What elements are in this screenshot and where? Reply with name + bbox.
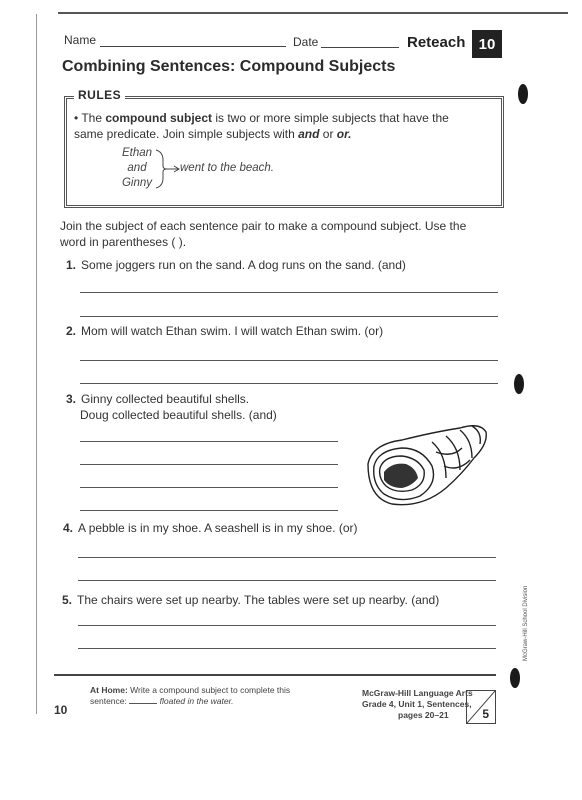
name-field[interactable] [100, 46, 286, 47]
rule-or-connector: or [319, 127, 337, 141]
binder-hole [510, 668, 520, 688]
answer-line[interactable] [78, 625, 496, 626]
example-subject-1: Ethan [121, 147, 153, 159]
question-number: 5. [62, 593, 73, 607]
side-copyright: McGraw-Hill School Division [523, 585, 529, 661]
answer-line[interactable] [80, 510, 338, 511]
binder-hole [514, 374, 524, 394]
at-home-sentence-end: floated in the water. [159, 696, 234, 706]
question-number: 4. [63, 521, 74, 535]
answer-line[interactable] [80, 383, 498, 384]
rule-text [74, 110, 474, 142]
seashell-icon [362, 418, 490, 510]
example-connector: and [127, 162, 147, 174]
question-5 [62, 592, 439, 608]
page-number-left: 10 [54, 703, 68, 717]
answer-line[interactable] [80, 441, 338, 442]
diagonal-icon [467, 691, 495, 723]
rule-bullet: • [74, 111, 79, 125]
brace-arrow-icon [154, 148, 182, 190]
answer-line[interactable] [80, 487, 338, 488]
rule-or-word: or. [336, 127, 352, 141]
question-text: The chairs were set up nearby. The tables were set up nearby. (and) [77, 593, 440, 607]
publisher-line-1: McGraw-Hill Language Arts [362, 688, 473, 698]
question-text: Some joggers run on the sand. A dog runs on the sand. (and) [81, 258, 406, 272]
top-border [58, 12, 568, 14]
instructions: Join the subject of each sentence pair to make a compound subject. Use the word in parentheses ( ). [60, 219, 467, 249]
question-number: 3. [66, 392, 77, 406]
footer-divider [54, 674, 496, 676]
question-4 [63, 520, 357, 536]
page-number-right: 5 [482, 707, 489, 721]
question-1 [66, 257, 406, 273]
publisher-line-3: pages 20–21 [398, 710, 449, 720]
publisher-line-2: Grade 4, Unit 1, Sentences, [362, 699, 472, 709]
at-home-text: Write a compound subject to complete this [130, 685, 291, 695]
answer-line[interactable] [78, 580, 496, 581]
question-3 [66, 391, 249, 407]
example-predicate: went to the beach. [180, 162, 274, 174]
question-text-line-1: Ginny collected beautiful shells. [81, 392, 250, 406]
at-home-label: At Home: [90, 685, 128, 695]
rule-bold-term: compound subject [105, 111, 213, 125]
date-field[interactable] [321, 47, 399, 48]
reteach-number-badge: 10 [472, 30, 502, 58]
answer-line[interactable] [78, 557, 496, 558]
left-border [36, 14, 37, 714]
at-home-note [90, 685, 290, 696]
date-label: Date [293, 35, 319, 49]
binder-hole [518, 84, 528, 104]
answer-line[interactable] [80, 464, 338, 465]
at-home-blank[interactable] [129, 703, 157, 704]
page-title: Combining Sentences: Compound Subjects [62, 58, 396, 75]
at-home-sentence [90, 696, 234, 707]
name-label: Name [64, 33, 97, 47]
at-home-sentence-start: sentence: [90, 696, 127, 706]
question-number: 2. [66, 324, 77, 338]
rule-text-after: is two or more simple subjects that have the same predicate. Join simple subjects with [74, 111, 449, 141]
answer-line[interactable] [80, 316, 498, 317]
reteach-label: Reteach [407, 34, 466, 51]
example-subject-2: Ginny [121, 177, 153, 189]
question-text: Mom will watch Ethan swim. I will watch Ethan swim. (or) [81, 324, 384, 338]
answer-line[interactable] [78, 648, 496, 649]
answer-line[interactable] [80, 360, 498, 361]
question-text: A pebble is in my shoe. A seashell is in my shoe. (or) [78, 521, 358, 535]
answer-line[interactable] [80, 292, 498, 293]
rule-text-before: The [81, 111, 106, 125]
rules-tag: RULES [74, 88, 125, 102]
page-number-box [466, 690, 496, 724]
question-number: 1. [66, 258, 77, 272]
question-text-line-2: Doug collected beautiful shells. (and) [80, 408, 277, 422]
question-2 [66, 323, 383, 339]
rule-and-word: and [298, 127, 320, 141]
